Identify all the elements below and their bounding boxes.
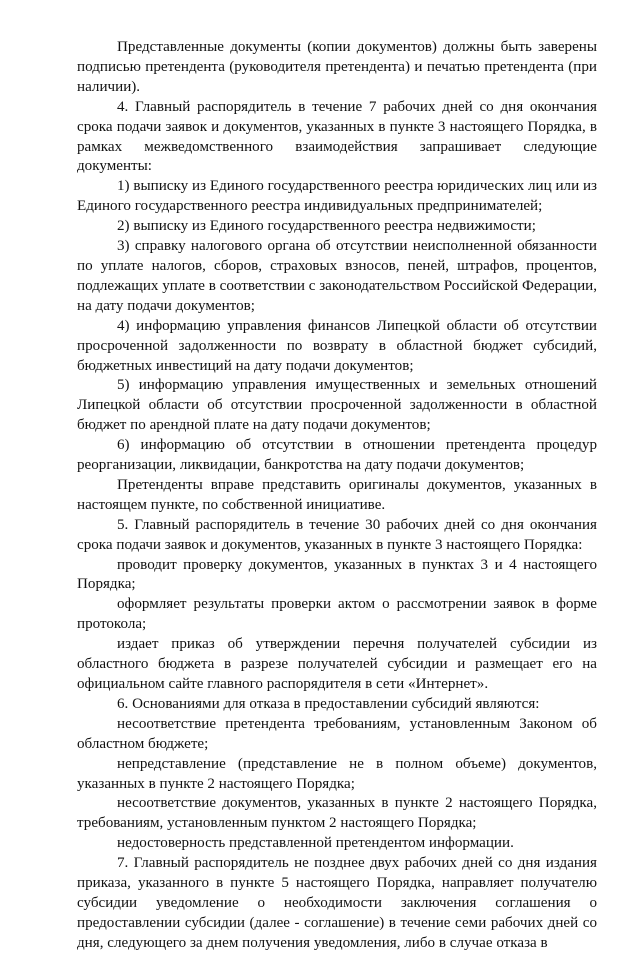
list-item: 3) справку налогового органа об отсутствии неисполненной обязанности по уплате налогов, сборов, страховых взносов, пеней, штрафов, процентов, подлежащих уплате в соответствии с законодательством Российской Федерации, на дату подачи документов; [77,238,597,314]
list-item: 2) выписку из Единого государственного реестра недвижимости; [117,218,536,235]
list-item: проводит проверку документов, указанных в пунктах 3 и 4 настоящего Порядка; [77,556,597,593]
paragraph-item-6: 6. Основаниями для отказа в предоставлении субсидий являются: [117,695,540,712]
list-item: непредставление (представление не в полном объеме) документов, указанных в пункте 2 настоящего Порядка; [77,755,597,792]
list-item: 1) выписку из Единого государственного реестра юридических лиц или из Единого государственного реестра индивидуальных предпринимателей; [77,178,597,215]
paragraph-item-5: 5. Главный распорядитель в течение 30 рабочих дней со дня окончания срока подачи заявок и документов, указанных в пункте 3 настоящего Порядка: [77,516,597,553]
list-item: недостоверность представленной претендентом информации. [117,835,514,852]
list-item: 6) информацию об отсутствии в отношении претендента процедур реорганизации, ликвидации, банкротства на дату подачи документов; [77,437,597,474]
paragraph-originals-note: Претенденты вправе представить оригиналы документов, указанных в настоящем пункте, по собственной инициативе. [77,476,597,513]
paragraph-item-7: 7. Главный распорядитель не позднее двух рабочих дней со дня издания приказа, указанного в пункте 5 настоящего Порядка, направляет получателю субсидии уведомление о необходимости заключения соглашения о предоставлении субсидии (далее - соглашение) в течение семи рабочих дней со дня, следующего за днем получения уведомления, либо в случае отказа в [77,855,597,951]
list-item: 4) информацию управления финансов Липецкой области об отсутствии просроченной задолженности по возврату в областной бюджет субсидий, бюджетных инвестиций на дату подачи документов; [77,317,597,374]
document-body [77,38,597,954]
paragraph-item-4: 4. Главный распорядитель в течение 7 рабочих дней со дня окончания срока подачи заявок и документов, указанных в пункте 3 настоящего Порядка, в рамках межведомственного взаимодействия запрашивает следующие документы: [77,98,597,175]
list-item: несоответствие претендента требованиям, установленным Законом об областном бюджете; [77,715,597,752]
list-item: оформляет результаты проверки актом о рассмотрении заявок в форме протокола; [77,596,597,633]
list-item: издает приказ об утверждении перечня получателей субсидии из областного бюджета в разрезе получателей субсидии и размещает его на официальном сайте главного распорядителя в сети «Интернет». [77,636,597,692]
list-item: несоответствие документов, указанных в пункте 2 настоящего Порядка, требованиям, установленным пунктом 2 настоящего Порядка; [77,795,597,832]
list-item: 5) информацию управления имущественных и земельных отношений Липецкой области об отсутствии просроченной задолженности в областной бюджет по арендной плате на дату подачи документов; [77,377,597,434]
paragraph-certification: Представленные документы (копии документов) должны быть заверены подписью претендента (руководителя претендента) и печатью претендента (при наличии). [77,39,597,95]
